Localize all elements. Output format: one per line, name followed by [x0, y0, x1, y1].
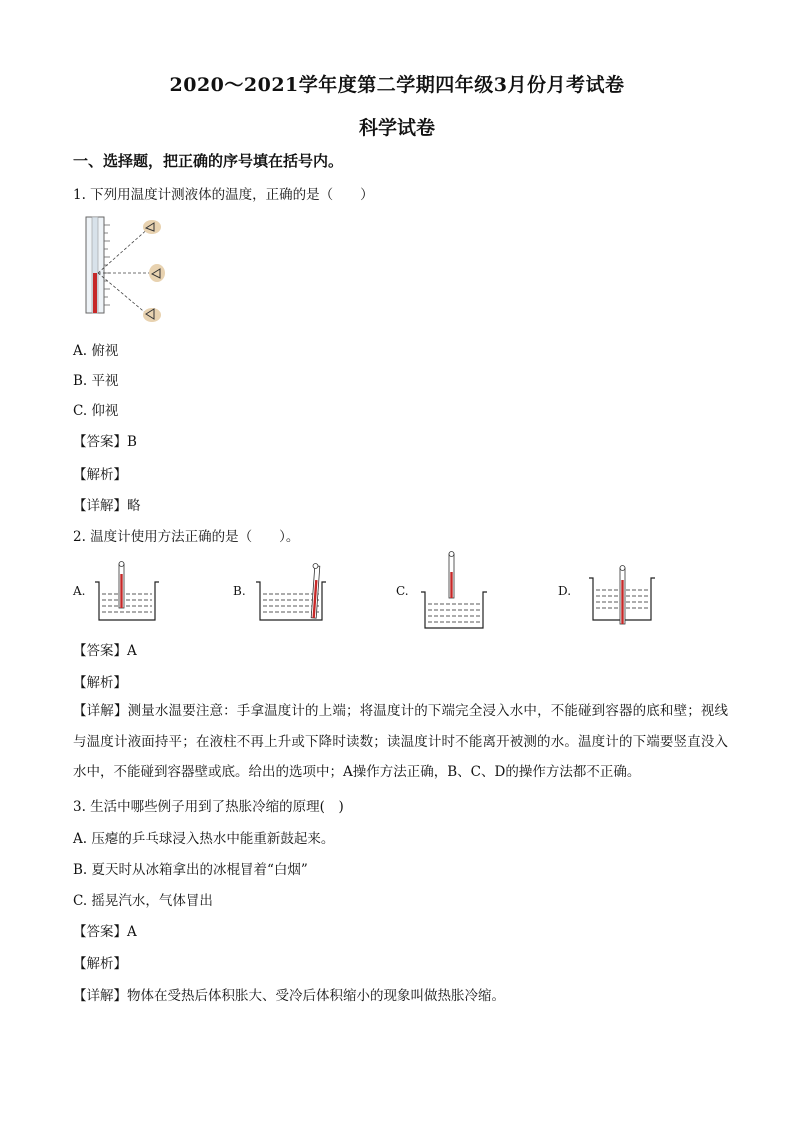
page-title: 2020～2021学年度第二学期四年级3月份月考试卷: [169, 74, 625, 96]
q3-analysis: 【解析】: [73, 956, 127, 972]
thermometer-mercury: [93, 273, 97, 313]
answer-value: A: [127, 643, 137, 659]
q2-option-c-figure: [418, 550, 490, 632]
eye-icon-middle: [149, 264, 165, 282]
q3-option-c: C. 摇晃汽水，气体冒出: [73, 893, 213, 909]
q2-answer: [73, 639, 137, 659]
q2-option-a-figure: [92, 560, 162, 624]
q2-option-a-label: A.: [73, 584, 86, 598]
q1-option-b: B. 平视: [73, 373, 119, 389]
q3-detail: [73, 984, 505, 1004]
q1-option-c: C. 仰视: [73, 403, 119, 419]
page-subtitle: 科学试卷: [358, 117, 435, 139]
q2-option-d-figure: [586, 564, 658, 626]
answer-tag: 【答案】: [73, 434, 127, 450]
eye-icon-top: [143, 220, 161, 234]
q2-stem: 2. 温度计使用方法正确的是（ ）。: [73, 529, 300, 545]
q1-analysis: 【解析】: [73, 467, 127, 483]
q2-option-c-label: C.: [396, 584, 409, 598]
q3-option-b: B. 夏天时从冰箱拿出的冰棍冒着“白烟”: [73, 862, 308, 878]
q1-answer: [73, 430, 137, 450]
section-heading: 一、选择题，把正确的序号填在括号内。: [73, 152, 344, 170]
detail-text: 略: [127, 498, 141, 514]
detail-text: 物体在受热后体积胀大、受冷后体积缩小的现象叫做热胀冷缩。: [127, 988, 505, 1004]
q2-analysis: 【解析】: [73, 675, 127, 691]
q2-detail: [73, 696, 728, 788]
q1-stem: 1. 下列用温度计测液体的温度，正确的是（ ）: [73, 187, 374, 203]
q1-thermometer-figure: [84, 215, 166, 325]
q3-answer: [73, 920, 137, 940]
q2-option-d-label: D.: [558, 584, 572, 598]
detail-tag: 【详解】: [73, 703, 128, 719]
q3-option-a: A. 压瘪的乒乓球浸入热水中能重新鼓起来。: [73, 831, 335, 847]
answer-tag: 【答案】: [73, 924, 127, 940]
eye-icon-bottom: [143, 308, 161, 322]
answer-tag: 【答案】: [73, 643, 127, 659]
q2-option-b-figure: [253, 562, 329, 624]
q3-stem: 3. 生活中哪些例子用到了热胀冷缩的原理( ): [73, 799, 344, 815]
answer-value: A: [127, 924, 137, 940]
detail-tag: 【详解】: [73, 498, 127, 514]
answer-value: B: [127, 434, 137, 450]
q2-option-b-label: B.: [233, 584, 246, 598]
q1-detail: [73, 494, 141, 514]
sight-lines: [98, 227, 156, 315]
q1-option-a: A. 俯视: [73, 343, 119, 359]
detail-text: 测量水温要注意：手拿温度计的上端；将温度计的下端完全浸入水中，不能碰到容器的底和壁；视线与温度计液面持平；在液柱不再上升或下降时读数；读温度计时不能离开被测的水。温度计的下端要竖直没入水中，不能碰到容器壁或底。给出的选项中；A操作方法正确，B、C、D的操作方法都不正确。: [73, 703, 729, 780]
detail-tag: 【详解】: [73, 988, 127, 1004]
